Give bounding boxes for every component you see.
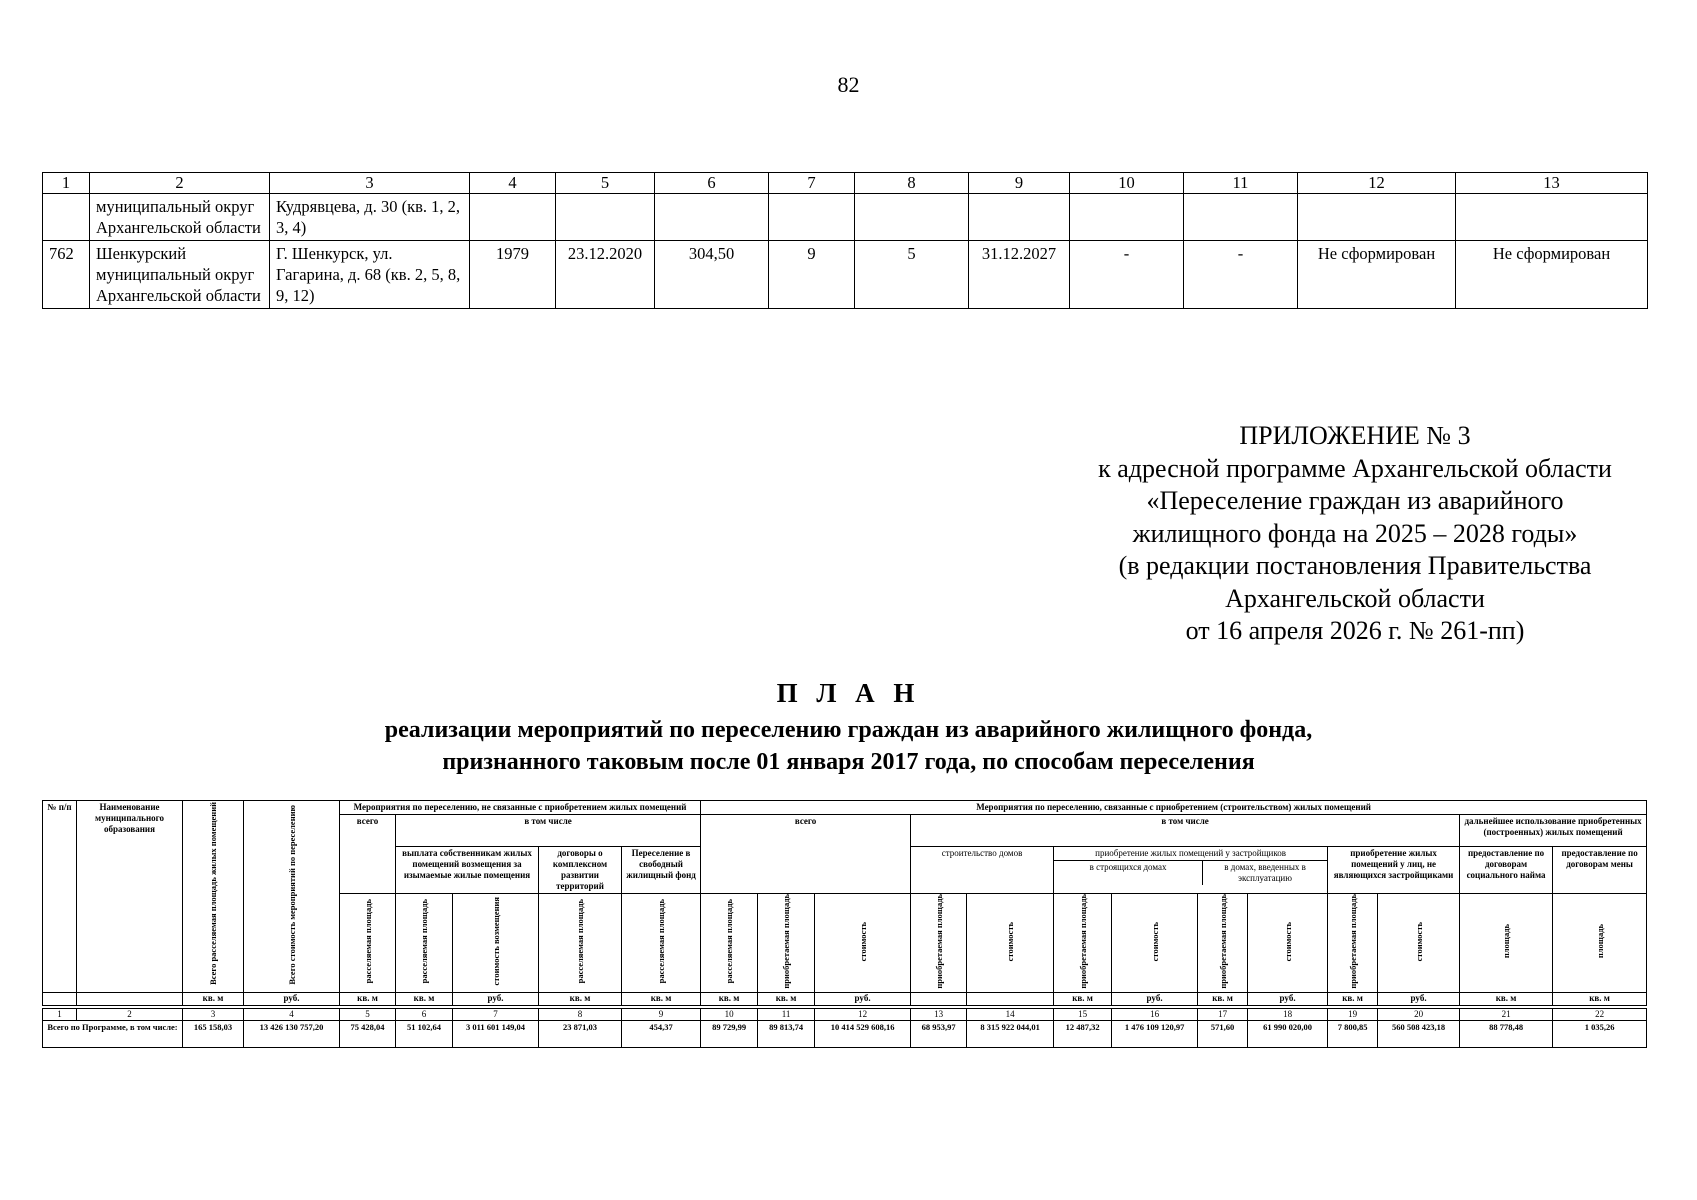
row-number-cell: 762	[43, 241, 90, 309]
subheader: приобретаемая площадь	[1054, 894, 1112, 993]
header-total: всего	[340, 815, 396, 894]
col11-cell: -	[1184, 241, 1298, 309]
col-number: 18	[1248, 1008, 1328, 1020]
subheader: расселяемая площадь	[539, 894, 622, 993]
subheader: стоимость	[1248, 894, 1328, 993]
appendix-line: ПРИЛОЖЕНИЕ № 3	[1239, 421, 1471, 450]
column-number-row	[43, 1008, 1647, 1020]
subheader: расселяемая площадь	[340, 894, 396, 993]
total-value: 560 508 423,18	[1378, 1020, 1460, 1047]
unit-cell: руб.	[1378, 992, 1460, 1005]
total-value: 75 428,04	[340, 1020, 396, 1047]
unit-cell: кв. м	[539, 992, 622, 1005]
total-value: 10 414 529 608,16	[815, 1020, 911, 1047]
header-developers-label: приобретение жилых помещений у застройщиков	[1054, 847, 1327, 861]
unit-cell: руб.	[1248, 992, 1328, 1005]
header-social: предоставление по договорам социального найма	[1460, 847, 1553, 894]
col-number: 13	[911, 1008, 967, 1020]
unit-cell: руб.	[453, 992, 539, 1005]
col-number: 16	[1112, 1008, 1198, 1020]
total-value: 7 800,85	[1328, 1020, 1378, 1047]
header-payment: выплата собственникам жилых помещений возмещения за изымаемые жилые помещения	[396, 847, 539, 894]
subheader: расселяемая площадь	[622, 894, 701, 993]
header-row-number: № п/п	[43, 801, 77, 993]
col-number: 19	[1328, 1008, 1378, 1020]
unit-cell: кв. м	[701, 992, 758, 1005]
unit-cell: кв. м	[1054, 992, 1112, 1005]
year-cell: 1979	[470, 241, 556, 309]
table-row	[43, 194, 1648, 241]
unit-cell: руб.	[815, 992, 911, 1005]
appendix-heading	[1060, 420, 1650, 648]
subheader: стоимость	[967, 894, 1054, 993]
subheader: стоимость	[815, 894, 911, 993]
rooms-cell: 5	[855, 241, 969, 309]
col-number: 9	[969, 173, 1070, 194]
unit-cell: кв. м	[396, 992, 453, 1005]
total-value: 68 953,97	[911, 1020, 967, 1047]
total-row	[43, 1020, 1647, 1047]
col-number: 22	[1553, 1008, 1647, 1020]
total-value: 571,60	[1198, 1020, 1248, 1047]
plan-subtitle-line: реализации мероприятий по переселению граждан из аварийного жилищного фонда,	[384, 717, 1313, 743]
col-number: 11	[1184, 173, 1298, 194]
header-construction: строительство домов	[911, 847, 1054, 894]
subheader: приобретаемая площадь	[911, 894, 967, 993]
appendix-line: жилищного фонда на 2025 – 2028 годы»	[1132, 518, 1578, 548]
subheader: расселяемая площадь	[701, 894, 758, 993]
col-number: 12	[815, 1008, 911, 1020]
total-value: 165 158,03	[183, 1020, 244, 1047]
header-contracts: договоры о комплексном развитии территорий	[539, 847, 622, 894]
col-number: 17	[1198, 1008, 1248, 1020]
area-cell: 304,50	[655, 241, 769, 309]
appendix-line: «Переселение граждан из аварийного	[1146, 486, 1564, 515]
header-developers	[1054, 847, 1328, 894]
header-total-related: всего	[701, 815, 911, 894]
col-number: 6	[396, 1008, 453, 1020]
subheader: площадь	[1460, 894, 1553, 993]
col-number: 1	[43, 1008, 77, 1020]
col13-cell: Не сформирован	[1456, 241, 1648, 309]
unit-cell: кв. м	[1553, 992, 1647, 1005]
unit-cell: кв. м	[758, 992, 815, 1005]
total-label: Всего по Программе, в том числе:	[43, 1020, 183, 1047]
unit-cell: руб.	[1112, 992, 1198, 1005]
plan-subtitle-line: признанного таковым после 01 января 2017 года, по способам переселения	[442, 749, 1255, 775]
total-value: 89 813,74	[758, 1020, 815, 1047]
subheader: стоимость возмещения	[453, 894, 539, 993]
planned-date-cell: 31.12.2027	[969, 241, 1070, 309]
recognition-date-cell: 23.12.2020	[556, 241, 655, 309]
subheader: приобретаемая площадь	[1328, 894, 1378, 993]
unit-cell: руб.	[244, 992, 340, 1005]
col-number: 9	[622, 1008, 701, 1020]
unit-cell	[911, 992, 967, 1005]
header-building: в строящихся домах	[1054, 861, 1203, 885]
column-number-row	[43, 173, 1648, 194]
unit-cell: кв. м	[340, 992, 396, 1005]
subheader: приобретаемая площадь	[1198, 894, 1248, 993]
col-number: 20	[1378, 1008, 1460, 1020]
col-number: 6	[655, 173, 769, 194]
table-row	[43, 241, 1648, 309]
page-number: 82	[837, 72, 860, 97]
total-value: 23 871,03	[539, 1020, 622, 1047]
col-number: 1	[43, 173, 90, 194]
subheader: приобретаемая площадь	[758, 894, 815, 993]
total-value: 61 990 020,00	[1248, 1020, 1328, 1047]
plan-subtitle	[0, 714, 1697, 778]
header-including: в том числе	[396, 815, 701, 847]
plan-table	[42, 800, 1647, 1048]
address-cell: Г. Шенкурск, ул. Гагарина, д. 68 (кв. 2, 5, 8, 9, 12)	[270, 241, 470, 309]
total-value: 1 476 109 120,97	[1112, 1020, 1198, 1047]
subheader: стоимость	[1112, 894, 1198, 993]
total-value: 8 315 922 044,01	[967, 1020, 1054, 1047]
subheader: площадь	[1553, 894, 1647, 993]
appendix-line: к адресной программе Архангельской области	[1098, 453, 1612, 483]
col-number: 10	[1070, 173, 1184, 194]
col-number: 12	[1298, 173, 1456, 194]
col-number: 5	[340, 1008, 396, 1020]
subheader: стоимость	[1378, 894, 1460, 993]
header-non-developers: приобретение жилых помещений у лиц, не являющихся застройщиками	[1328, 847, 1460, 894]
header-exchange: предоставление по договорам мены	[1553, 847, 1647, 894]
plan-title: П Л А Н	[776, 678, 921, 708]
unit-cell	[967, 992, 1054, 1005]
header-total-area: Всего расселяемая площадь жилых помещений	[183, 801, 244, 993]
header-total-cost: Всего стоимость мероприятий по переселению	[244, 801, 340, 993]
unit-cell: кв. м	[1328, 992, 1378, 1005]
total-value: 12 487,32	[1054, 1020, 1112, 1047]
total-value: 454,37	[622, 1020, 701, 1047]
municipality-cell: Шенкурский муниципальный округ Архангельской области	[90, 241, 270, 309]
col-number: 2	[90, 173, 270, 194]
continuation-table	[42, 172, 1648, 309]
col-number: 13	[1456, 173, 1648, 194]
col-number: 7	[769, 173, 855, 194]
col-number: 10	[701, 1008, 758, 1020]
col-number: 3	[183, 1008, 244, 1020]
units-row	[43, 992, 1647, 1005]
unit-cell: кв. м	[183, 992, 244, 1005]
total-value: 1 035,26	[1553, 1020, 1647, 1047]
col-number: 7	[453, 1008, 539, 1020]
total-value: 88 778,48	[1460, 1020, 1553, 1047]
col12-cell: Не сформирован	[1298, 241, 1456, 309]
appendix-line: (в редакции постановления Правительства	[1118, 551, 1592, 580]
col-number: 21	[1460, 1008, 1553, 1020]
municipality-cell: муниципальный округ Архангельской области	[90, 194, 270, 241]
appendix-line: от 16 апреля 2026 г. № 261-пп)	[1185, 616, 1525, 645]
header-municipality: Наименование муниципального образования	[77, 801, 183, 993]
subheader: расселяемая площадь	[396, 894, 453, 993]
col-number: 2	[77, 1008, 183, 1020]
col10-cell: -	[1070, 241, 1184, 309]
total-value: 89 729,99	[701, 1020, 758, 1047]
col-number: 14	[967, 1008, 1054, 1020]
address-cell: Кудрявцева, д. 30 (кв. 1, 2, 3, 4)	[270, 194, 470, 241]
total-value: 3 011 601 149,04	[453, 1020, 539, 1047]
col-number: 11	[758, 1008, 815, 1020]
total-value: 13 426 130 757,20	[244, 1020, 340, 1047]
col-number: 3	[270, 173, 470, 194]
col-number: 8	[539, 1008, 622, 1020]
col-number: 4	[244, 1008, 340, 1020]
col-number: 4	[470, 173, 556, 194]
col-number: 8	[855, 173, 969, 194]
appendix-line: Архангельской области	[1225, 583, 1485, 613]
total-value: 51 102,64	[396, 1020, 453, 1047]
header-free-fund: Переселение в свободный жилищный фонд	[622, 847, 701, 894]
unit-cell: кв. м	[1198, 992, 1248, 1005]
header-further-use: дальнейшее использование приобретенных (построенных) жилых помещений	[1460, 815, 1647, 847]
col-number: 15	[1054, 1008, 1112, 1020]
unit-cell: кв. м	[622, 992, 701, 1005]
residents-cell: 9	[769, 241, 855, 309]
header-including-related: в том числе	[911, 815, 1460, 847]
col-number: 5	[556, 173, 655, 194]
header-not-related: Мероприятия по переселению, не связанные с приобретением жилых помещений	[340, 801, 701, 815]
header-related: Мероприятия по переселению, связанные с приобретением (строительством) жилых помещений	[701, 801, 1647, 815]
unit-cell: кв. м	[1460, 992, 1553, 1005]
header-commissioned: в домах, введенных в эксплуатацию	[1224, 862, 1306, 884]
